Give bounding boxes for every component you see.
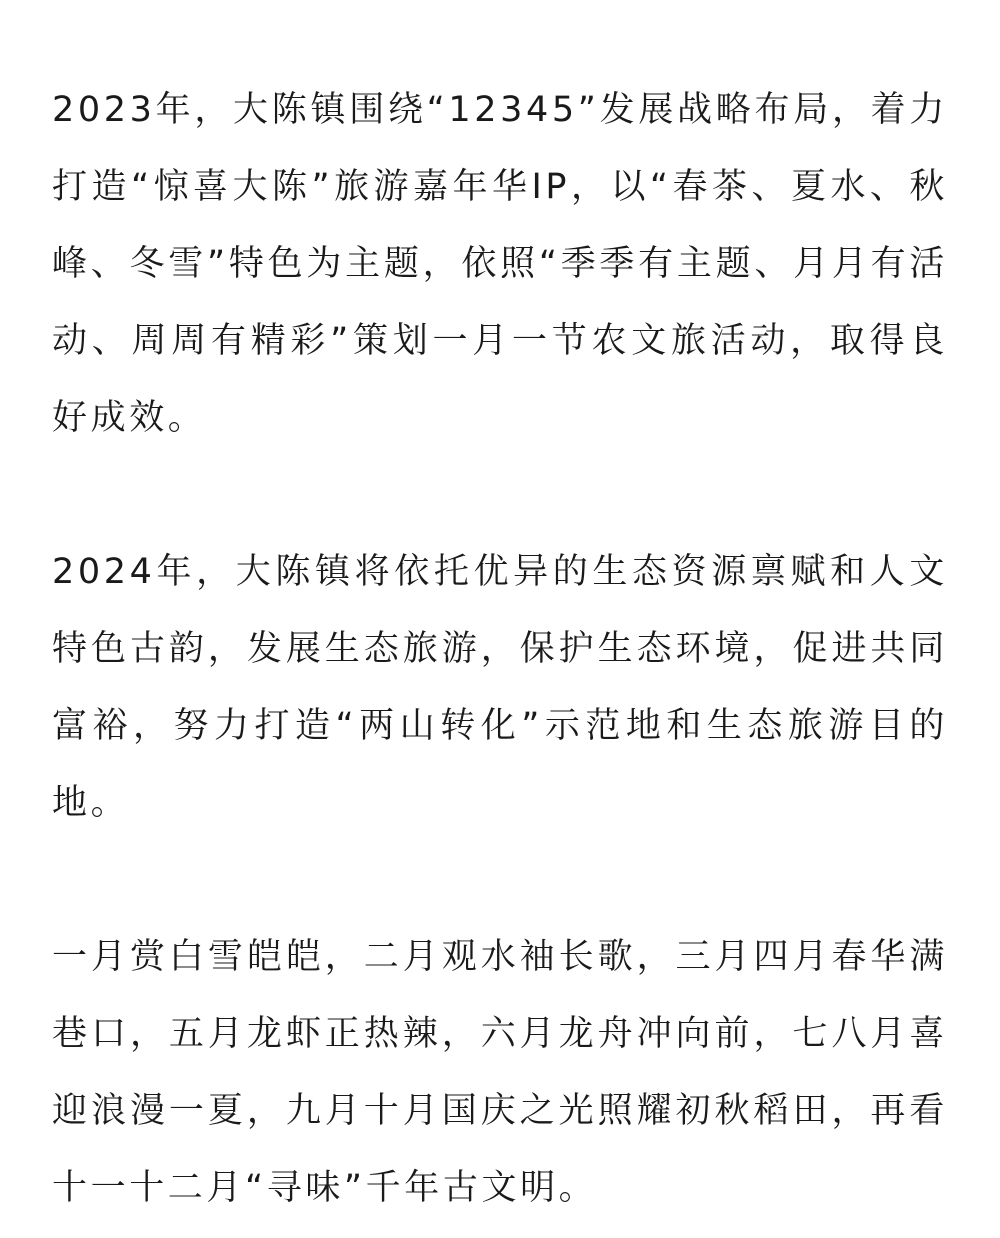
paragraph-2024-plan: 2024年，大陈镇将依托优异的生态资源禀赋和人文特色古韵，发展生态旅游，保护生态环境，促进共同富裕，努力打造“两山转化”示范地和生态旅游目的地。 (52, 552, 948, 823)
article-body (52, 72, 948, 1227)
paragraph-monthly-calendar: 一月赏白雪皑皑，二月观水袖长歌，三月四月春华满巷口，五月龙虾正热辣，六月龙舟冲向前，七八月喜迎浪漫一夏，九月十月国庆之光照耀初秋稻田，再看十一十二月“寻味”千年古文明。 (52, 937, 948, 1208)
paragraph-2023-review: 2023年，大陈镇围绕“12345”发展战略布局，着力打造“惊喜大陈”旅游嘉年华IP，以“春茶、夏水、秋峰、冬雪”特色为主题，依照“季季有主题、月月有活动、周周有精彩”策划一月一节农文旅活动，取得良好成效。 (52, 90, 948, 438)
